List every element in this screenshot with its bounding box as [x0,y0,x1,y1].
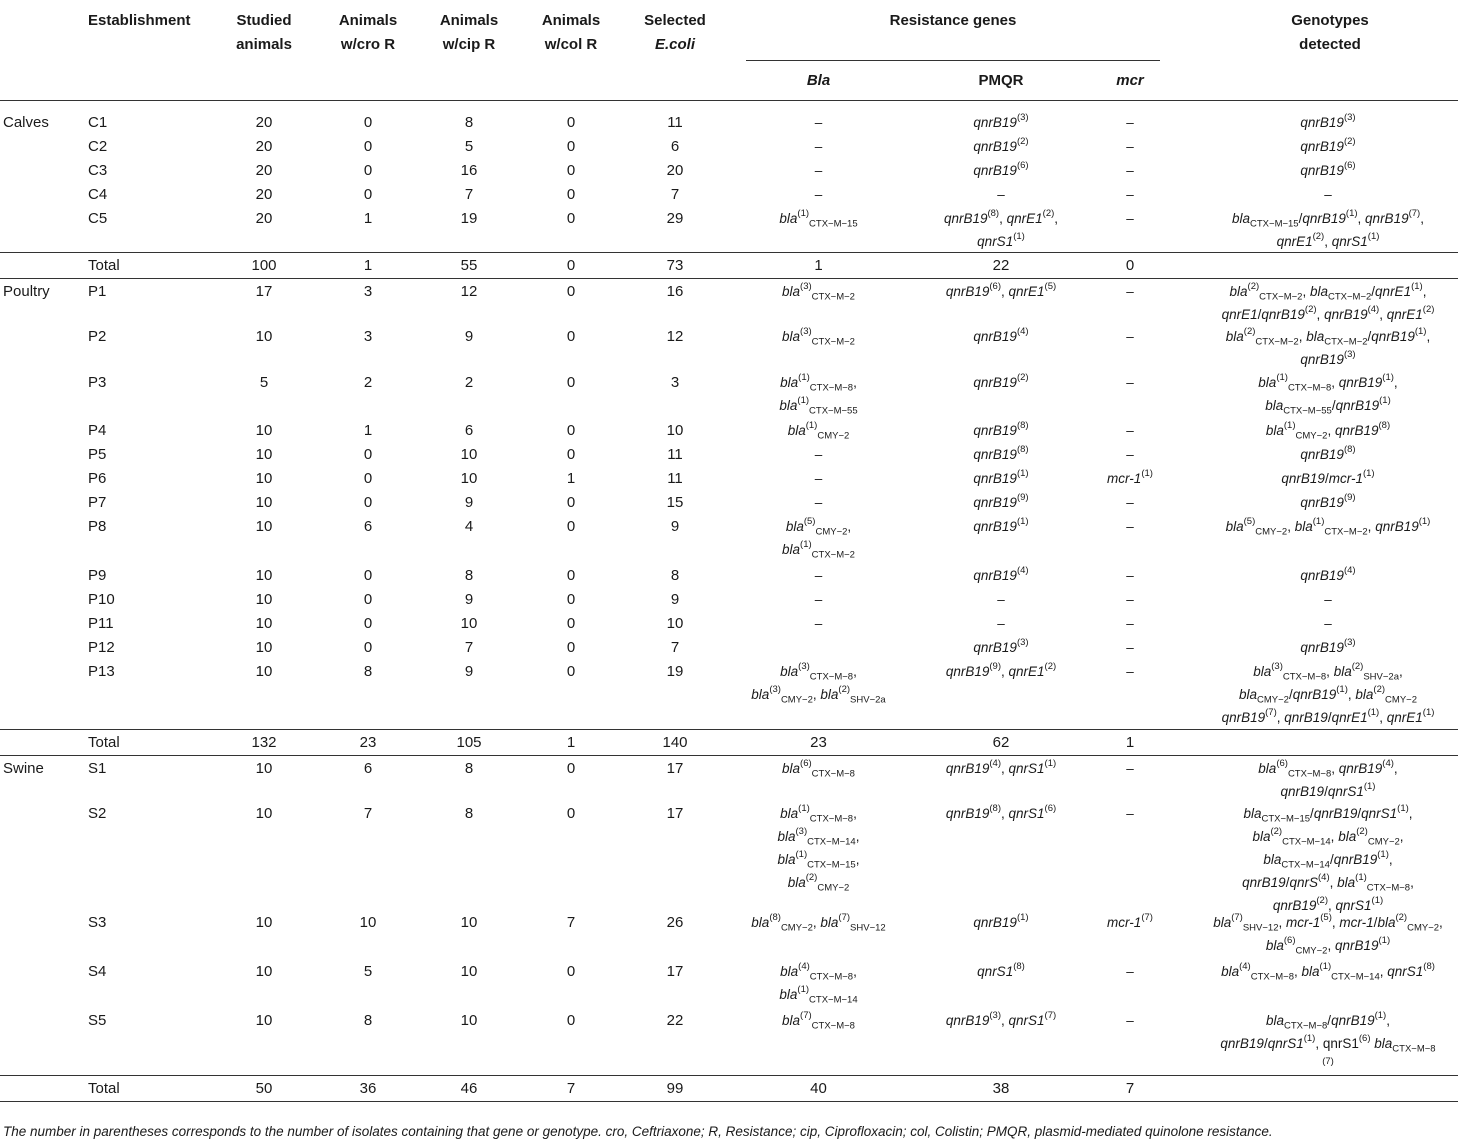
cell-cro: 0 [363,567,373,584]
cell-selected: 22 [666,1012,684,1029]
total-cro: 36 [359,1080,377,1097]
cell-bla: – [814,115,823,130]
cell-cro: 0 [363,470,373,487]
cell-mcr: – [1126,806,1134,821]
cell-col: 0 [566,422,576,439]
establishment-id: P3 [88,374,107,391]
establishment-id: P9 [88,567,107,584]
cell-bla: bla$^{(1)}_{CTX-M-8}$, bla$^{(3)}_{CTX-M-14}$, bla$^{(1)}_{CTX-M-15}$, bla$^{(2)}_{CMY-2}$ [777,802,860,894]
cell-bla: – [814,495,823,510]
cell-selected: 17 [666,760,684,777]
cell-geno: – [1324,592,1332,607]
cell-col: 0 [566,615,576,632]
cell-pmqr: – [997,616,1005,631]
cell-pmqr: qnrB19$^{(9)}$ [973,491,1029,510]
header-animals-col: Animals w/col R [541,12,601,53]
total-label: Total [88,257,120,274]
cell-studied: 20 [255,186,273,203]
cell-col: 0 [566,446,576,463]
cell-mcr: – [1126,284,1134,299]
cell-geno: qnrB19$^{(4)}$ [1300,564,1356,583]
cell-geno: $bla_{CTX-M-8}/qnrB19^{(1)}$, qnrB19/qnrS1$^{(1)}$, qnrS1$^{(6)}$ bla$_{CTX-M-8}$ $^{(7)}$ [1220,1009,1436,1067]
cell-geno: bla$^{(2)}_{CTX-M-2}$, $bla_{CTX-M-2}/qnrE1^{(1)}$, qnrE1/qnrB19$^{(2)}$, qnrB19$^{(4)}$, qnrE1$^{(2)}$ [1221,280,1435,322]
establishment-id: C1 [88,114,108,131]
cell-pmqr: qnrB19$^{(4)}$ [973,325,1029,344]
cell-geno: bla$^{(6)}_{CTX-M-8}$, qnrB19$^{(4)}$, qnrB19/qnrS1$^{(1)}$ [1258,757,1398,799]
cell-pmqr: qnrB19$^{(9)}$, qnrE1$^{(2)}$ [945,660,1057,679]
cell-cip: 8 [464,760,474,777]
cell-cro: 3 [363,283,373,300]
cell-studied: 10 [255,914,273,931]
cell-studied: 10 [255,663,273,680]
cell-cro: 6 [363,518,373,535]
cell-pmqr: qnrB19$^{(2)}$ [973,371,1029,390]
cell-geno: qnrB19$^{(9)}$ [1300,491,1356,510]
cell-mcr: – [1126,115,1134,130]
cell-col: 0 [566,162,576,179]
cell-cro: 0 [363,494,373,511]
header-establishment: Establishment [88,12,191,29]
cell-cro: 1 [363,422,373,439]
cell-col: 0 [566,494,576,511]
section-rule [0,252,1458,253]
cell-selected: 29 [666,210,684,227]
cell-bla: – [814,447,823,462]
cell-mcr: – [1126,568,1134,583]
cell-cro: 6 [363,760,373,777]
cell-col: 1 [566,470,576,487]
establishment-id: P11 [88,615,114,632]
cell-selected: 12 [666,328,684,345]
cell-cro: 0 [363,114,373,131]
establishment-id: C5 [88,210,108,227]
cell-mcr: – [1126,519,1134,534]
cell-geno: bla$^{(3)}_{CTX-M-8}$, bla$^{(2)}_{SHV-2a}$, $bla_{CMY-2}/qnrB19^{(1)}$, bla$^{(2)}_{CMY-2}$ qnrB19$^{(7)}$, qnrB19/qnrE1$^{(1)}$, qnrE1$^{(1)}$ [1221,660,1435,725]
cell-studied: 10 [255,1012,273,1029]
cell-geno: qnrB19$^{(6)}$ [1300,159,1356,178]
cell-selected: 3 [670,374,680,391]
cell-cro: 0 [363,186,373,203]
establishment-id: S2 [88,805,107,822]
cell-cip: 10 [460,963,478,980]
cell-bla: bla$^{(8)}_{CMY-2}$, bla$^{(7)}_{SHV-12}$ [751,911,886,934]
cell-cip: 10 [460,446,478,463]
cell-cro: 7 [363,805,373,822]
section-rule [0,729,1458,730]
cell-cip: 10 [460,470,478,487]
total-label: Total [88,1080,120,1097]
header-studied-animals: Studied animals [236,12,292,53]
cell-col: 0 [566,963,576,980]
cell-cip: 9 [464,328,474,345]
cell-cip: 8 [464,114,474,131]
cell-bla: bla$^{(1)}_{CTX-M-15}$ [779,207,858,230]
cell-selected: 7 [670,186,680,203]
section-end-rule [0,278,1458,279]
cell-pmqr: qnrB19$^{(3)}$ [973,636,1029,655]
total-cro: 23 [359,734,377,751]
cell-studied: 20 [255,138,273,155]
cell-studied: 10 [255,805,273,822]
total-label: Total [88,734,120,751]
cell-studied: 10 [255,639,273,656]
cell-geno: qnrB19$^{(8)}$ [1300,443,1356,462]
cell-col: 0 [566,567,576,584]
cell-mcr: – [1126,761,1134,776]
cell-studied: 20 [255,210,273,227]
cell-cip: 9 [464,591,474,608]
cell-geno: bla$^{(1)}_{CTX-M-8}$, qnrB19$^{(1)}$, $bla_{CTX-M-55}/qnrB19^{(1)}$ [1258,371,1398,417]
total-selected: 140 [662,734,688,751]
cell-studied: 10 [255,760,273,777]
header-mcr: mcr [1116,72,1144,89]
cell-cip: 8 [464,805,474,822]
cell-studied: 10 [255,494,273,511]
cell-geno: bla$^{(2)}_{CTX-M-2}$, $bla_{CTX-M-2}/qnrB19^{(1)}$, qnrB19$^{(3)}$ [1225,325,1431,367]
cell-cro: 0 [363,591,373,608]
cell-geno: – [1324,187,1332,202]
total-col: 7 [566,1080,576,1097]
cell-cip: 7 [464,639,474,656]
cell-bla: – [814,592,823,607]
cell-col: 0 [566,283,576,300]
cell-pmqr: qnrB19$^{(1)}$ [973,467,1029,486]
cell-cip: 16 [460,162,478,179]
cell-pmqr: qnrB19$^{(8)}$, qnrE1$^{(2)}$, qnrS1$^{(1)}$ [943,207,1059,249]
establishment-id: S4 [88,963,107,980]
total-cip: 55 [460,257,478,274]
cell-selected: 17 [666,963,684,980]
cell-col: 0 [566,328,576,345]
cell-bla: – [814,616,823,631]
table-footnote: The number in parentheses corresponds to the number of isolates containing that gene or genotype. cro, Ceftriaxone; R, Resistance; cip, Ciprofloxacin; col, Colistin; PMQR, plasmid-mediated quinolone resistance. [3,1124,1273,1139]
cell-cip: 9 [464,663,474,680]
cell-geno: bla$^{(5)}_{CMY-2}$, bla$^{(1)}_{CTX-M-2}$, qnrB19$^{(1)}$ [1225,515,1431,538]
cell-mcr: – [1126,1013,1134,1028]
cell-col: 0 [566,374,576,391]
cell-cro: 0 [363,138,373,155]
establishment-id: P10 [88,591,115,608]
cell-mcr: – [1126,375,1134,390]
cell-selected: 9 [670,518,680,535]
total-selected: 99 [666,1080,684,1097]
establishment-id: C2 [88,138,108,155]
cell-bla: bla$^{(5)}_{CMY-2}$, bla$^{(1)}_{CTX-M-2}$ [782,515,855,561]
cell-geno: $bla_{CTX-M-15}/qnrB19/qnrS1^{(1)}$, bla$^{(2)}_{CTX-M-14}$, bla$^{(2)}_{CMY-2}$, $bla_{CTX-M-14}/qnrB19^{(1)}$, qnrB19/qnrS$^{(4)}$, bla$^{(1)}_{CTX-M-8}$, qnrB19$^{(2)}$, qnrS1$^{(1)}$ [1242,802,1414,913]
cell-bla: bla$^{(6)}_{CTX-M-8}$ [782,757,855,780]
cell-studied: 10 [255,615,273,632]
cell-cip: 5 [464,138,474,155]
group-label: Poultry [3,283,50,300]
cell-col: 0 [566,805,576,822]
cell-bla: bla$^{(4)}_{CTX-M-8}$, bla$^{(1)}_{CTX-M-14}$ [779,960,858,1006]
cell-cro: 0 [363,162,373,179]
cell-pmqr: qnrB19$^{(8)}$ [973,443,1029,462]
cell-bla: bla$^{(3)}_{CTX-M-2}$ [782,280,855,303]
cell-geno: qnrB19$^{(3)}$ [1300,636,1356,655]
cell-pmqr: qnrB19$^{(6)}$, qnrE1$^{(5)}$ [945,280,1057,299]
total-studied: 100 [251,257,277,274]
cell-pmqr: qnrB19$^{(1)}$ [973,911,1029,930]
section-rule [0,1075,1458,1076]
cell-mcr: mcr-1$^{(7)}$ [1107,911,1153,930]
total-bla: 1 [814,257,823,274]
total-cro: 1 [363,257,373,274]
establishment-id: P12 [88,639,115,656]
cell-studied: 10 [255,422,273,439]
cell-mcr: – [1126,447,1134,462]
cell-cro: 3 [363,328,373,345]
establishment-id: P4 [88,422,107,439]
cell-selected: 6 [670,138,680,155]
cell-bla: – [814,163,823,178]
cell-cro: 5 [363,963,373,980]
cell-col: 0 [566,114,576,131]
establishment-id: P1 [88,283,107,300]
header-animals-cro: Animals w/cro R [338,12,398,53]
establishment-id: C4 [88,186,108,203]
total-mcr: 7 [1125,1080,1135,1097]
cell-col: 0 [566,760,576,777]
cell-pmqr: qnrB19$^{(3)}$, qnrS1$^{(7)}$ [945,1009,1057,1028]
section-end-rule [0,755,1458,756]
cell-mcr: – [1126,139,1134,154]
total-mcr: 0 [1125,257,1135,274]
cell-col: 0 [566,210,576,227]
total-bla: 23 [810,734,827,751]
header-bla: Bla [806,72,831,89]
cell-mcr: – [1126,211,1134,226]
cell-cip: 9 [464,494,474,511]
cell-pmqr: qnrB19$^{(6)}$ [973,159,1029,178]
cell-geno: qnrB19$^{(3)}$ [1300,111,1356,130]
cell-geno: bla$^{(1)}_{CMY-2}$, qnrB19$^{(8)}$ [1265,419,1391,442]
cell-bla: bla$^{(1)}_{CMY-2}$ [787,419,850,442]
cell-selected: 11 [667,446,683,463]
total-pmqr: 62 [992,734,1010,751]
cell-pmqr: qnrB19$^{(4)}$ [973,564,1029,583]
cell-selected: 11 [667,114,683,131]
cell-cip: 10 [460,615,478,632]
establishment-id: P2 [88,328,107,345]
cell-mcr: – [1126,640,1134,655]
cell-bla: – [814,187,823,202]
cell-selected: 15 [666,494,684,511]
cell-cro: 8 [363,663,373,680]
cell-geno: bla$^{(7)}_{SHV-12}$, mcr-1$^{(5)}$, mcr-1/bla$^{(2)}_{CMY-2}$, bla$^{(6)}_{CMY-2}$, qnrB19$^{(1)}$ [1213,911,1443,957]
cell-col: 0 [566,591,576,608]
cell-selected: 11 [667,470,683,487]
header-genotypes-detected: Genotypes detected [1291,12,1369,53]
cell-cip: 6 [464,422,474,439]
resistance-genes-underline [746,60,1160,61]
cell-col: 7 [566,914,576,931]
cell-cip: 12 [460,283,478,300]
total-col: 0 [566,257,576,274]
cell-selected: 10 [666,615,684,632]
cell-pmqr: – [997,592,1005,607]
establishment-id: P8 [88,518,107,535]
total-cip: 46 [460,1080,478,1097]
cell-pmqr: – [997,187,1005,202]
cell-studied: 20 [255,114,273,131]
cell-cro: 0 [363,615,373,632]
cell-bla: – [814,568,823,583]
cell-bla: bla$^{(3)}_{CTX-M-8}$, bla$^{(3)}_{CMY-2}$, bla$^{(2)}_{SHV-2a}$ [751,660,886,706]
cell-selected: 8 [670,567,680,584]
header-animals-cip: Animals w/cip R [439,12,499,53]
establishment-id: S5 [88,1012,107,1029]
cell-cro: 1 [363,210,373,227]
cell-bla: bla$^{(3)}_{CTX-M-2}$ [782,325,855,348]
cell-studied: 17 [255,283,273,300]
establishment-id: P7 [88,494,107,511]
cell-mcr: – [1126,423,1134,438]
cell-col: 0 [566,639,576,656]
cell-cro: 10 [359,914,377,931]
cell-mcr: mcr-1$^{(1)}$ [1107,467,1153,486]
cell-mcr: – [1126,163,1134,178]
cell-geno: bla$^{(4)}_{CTX-M-8}$, bla$^{(1)}_{CTX-M-14}$, qnrS1$^{(8)}$ [1221,960,1435,983]
cell-cip: 10 [460,914,478,931]
group-label: Swine [3,760,44,777]
cell-cip: 2 [464,374,474,391]
cell-geno: $bla_{CTX-M-15}/qnrB19^{(1)}$, qnrB19$^{(7)}$, qnrE1$^{(2)}$, qnrS1$^{(1)}$ [1232,207,1424,249]
cell-mcr: – [1126,616,1134,631]
cell-col: 0 [566,1012,576,1029]
establishment-id: S1 [88,760,107,777]
cell-cro: 0 [363,446,373,463]
cell-mcr: – [1126,187,1134,202]
header-rule [0,100,1458,101]
cell-cro: 8 [363,1012,373,1029]
cell-studied: 20 [255,162,273,179]
cell-geno: – [1324,616,1332,631]
cell-mcr: – [1126,329,1134,344]
cell-bla: – [814,471,823,486]
total-cip: 105 [456,734,482,751]
total-mcr: 1 [1125,734,1135,751]
establishment-id: C3 [88,162,108,179]
cell-bla: – [814,139,823,154]
cell-studied: 10 [255,963,273,980]
cell-pmqr: qnrB19$^{(2)}$ [973,135,1029,154]
total-col: 1 [566,734,576,751]
cell-bla: bla$^{(1)}_{CTX-M-8}$, bla$^{(1)}_{CTX-M-55}$ [779,371,858,417]
cell-selected: 20 [666,162,684,179]
header-selected-ecoli: Selected E.coli [644,12,706,53]
cell-cip: 10 [460,1012,478,1029]
cell-mcr: – [1126,495,1134,510]
cell-cro: 2 [363,374,373,391]
cell-pmqr: qnrB19$^{(4)}$, qnrS1$^{(1)}$ [945,757,1057,776]
cell-selected: 10 [666,422,684,439]
cell-mcr: – [1126,592,1134,607]
section-end-rule [0,1101,1458,1102]
total-studied: 50 [255,1080,273,1097]
establishment-id: P6 [88,470,107,487]
cell-geno: qnrB19$^{(2)}$ [1300,135,1356,154]
cell-cip: 4 [464,518,474,535]
header-pmqr: PMQR [978,72,1024,89]
cell-col: 0 [566,663,576,680]
cell-selected: 16 [666,283,684,300]
cell-col: 0 [566,518,576,535]
cell-pmqr: qnrS1$^{(8)}$ [977,960,1025,979]
total-pmqr: 38 [992,1080,1010,1097]
cell-pmqr: qnrB19$^{(8)}$ [973,419,1029,438]
cell-col: 0 [566,138,576,155]
cell-studied: 5 [259,374,269,391]
cell-bla: bla$^{(7)}_{CTX-M-8}$ [782,1009,855,1032]
cell-cip: 19 [460,210,478,227]
cell-pmqr: qnrB19$^{(8)}$, qnrS1$^{(6)}$ [945,802,1057,821]
cell-pmqr: qnrB19$^{(3)}$ [973,111,1029,130]
cell-mcr: – [1126,664,1134,679]
total-selected: 73 [666,257,684,274]
cell-studied: 10 [255,518,273,535]
cell-studied: 10 [255,591,273,608]
group-label: Calves [3,114,49,131]
total-pmqr: 22 [992,257,1010,274]
cell-cip: 8 [464,567,474,584]
cell-studied: 10 [255,446,273,463]
cell-pmqr: qnrB19$^{(1)}$ [973,515,1029,534]
cell-cro: 0 [363,639,373,656]
cell-studied: 10 [255,567,273,584]
total-studied: 132 [251,734,277,751]
cell-selected: 7 [670,639,680,656]
cell-selected: 9 [670,591,680,608]
total-bla: 40 [810,1080,827,1097]
cell-studied: 10 [255,328,273,345]
cell-cip: 7 [464,186,474,203]
cell-selected: 19 [666,663,684,680]
cell-col: 0 [566,186,576,203]
cell-selected: 26 [666,914,684,931]
cell-mcr: – [1126,964,1134,979]
cell-selected: 17 [666,805,684,822]
cell-geno: qnrB19/mcr-1$^{(1)}$ [1281,467,1375,486]
header-resistance-genes: Resistance genes [889,12,1017,29]
establishment-id: S3 [88,914,107,931]
cell-studied: 10 [255,470,273,487]
establishment-id: P5 [88,446,107,463]
establishment-id: P13 [88,663,115,680]
